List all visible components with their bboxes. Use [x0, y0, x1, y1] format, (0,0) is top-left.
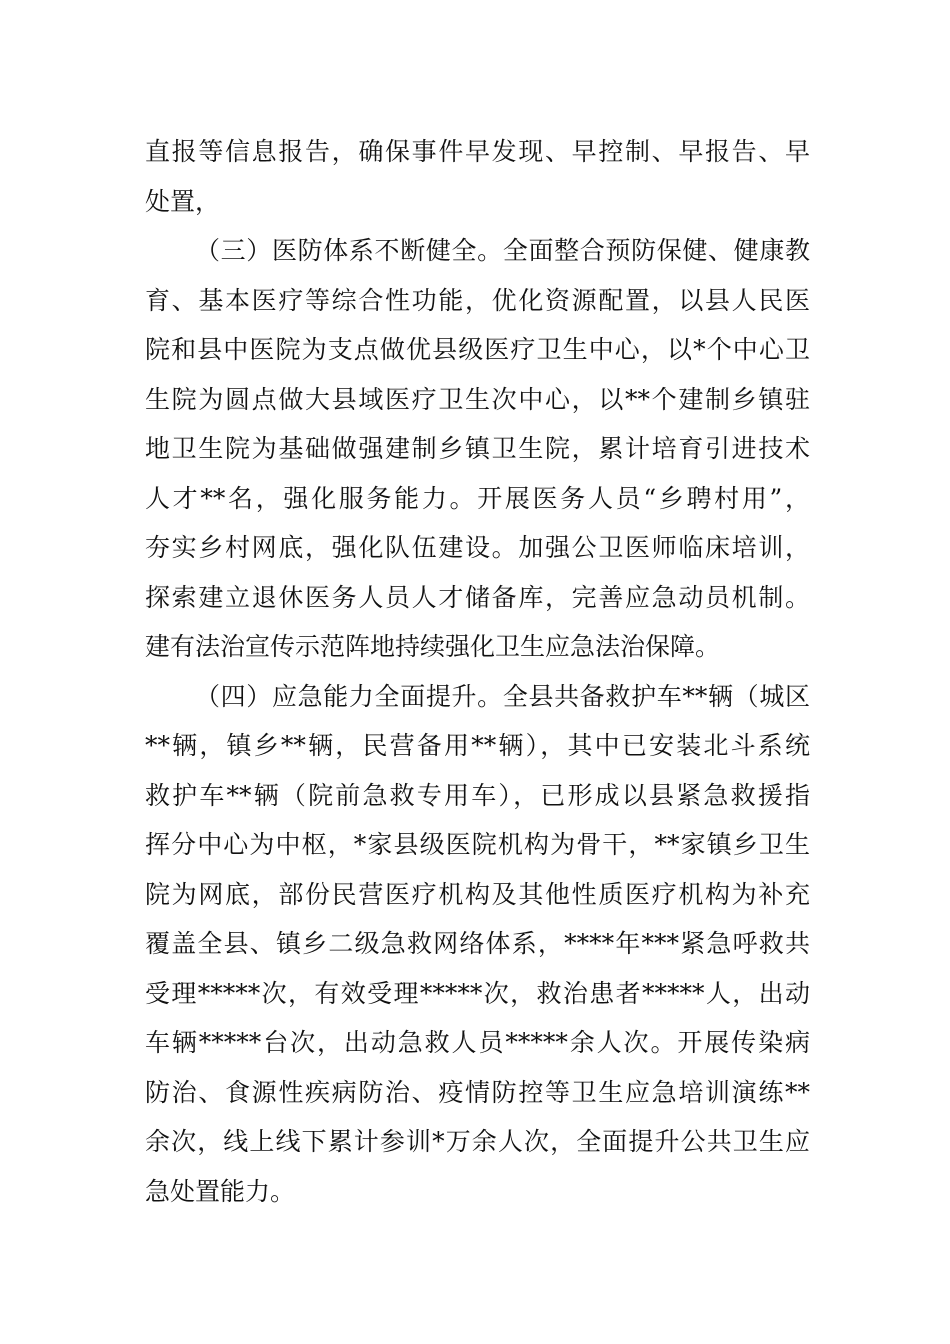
text-line: 人才**名，强化服务能力。开展医务人员“乡聘村用”，	[145, 483, 810, 513]
text-line: 探索建立退休医务人员人才储备库，完善应急动员机制。	[145, 582, 810, 612]
text-line: **辆，镇乡**辆，民营备用**辆），其中已安装北斗系统	[145, 731, 810, 760]
text-line: 院和县中医院为支点做优县级医疗卫生中心，以*个中心卫	[145, 335, 810, 364]
text-line: 防治、食源性疾病防治、疫情防控等卫生应急培训演练**	[145, 1077, 810, 1107]
paragraph-continuation	[145, 127, 810, 226]
text-line: 直报等信息报告，确保事件早发现、早控制、早报告、早	[145, 137, 810, 166]
text-line: 生院为圆点做大县域医疗卫生次中心，以**个建制乡镇驻	[145, 384, 810, 414]
text-line: 处置，	[145, 186, 221, 216]
text-line: 受理*****次，有效受理*****次，救治患者*****人，出动	[145, 978, 810, 1008]
text-line: 地卫生院为基础做强建制乡镇卫生院，累计培育引进技术	[145, 434, 810, 463]
paragraph-medical-prevention-system	[145, 226, 810, 672]
text-line: 救护车**辆（院前急救专用车），已形成以县紧急救援指	[145, 780, 810, 810]
text-line: 院为网底，部份民营医疗机构及其他性质医疗机构为补充	[145, 879, 810, 909]
paragraph-heading-line: （四）应急能力全面提升。全县共备救护车**辆（城区	[195, 681, 810, 711]
text-line: 急处置能力。	[145, 1176, 296, 1206]
document-body	[145, 127, 810, 1216]
text-line: 挥分中心为中枢，*家县级医院机构为骨干，**家镇乡卫生	[145, 830, 810, 859]
text-line: 覆盖全县、镇乡二级急救网络体系，****年***紧急呼救共	[145, 929, 810, 958]
text-line: 车辆*****台次，出动急救人员*****余人次。开展传染病	[145, 1028, 810, 1057]
text-line: 育、基本医疗等综合性功能，优化资源配置，以县人民医	[145, 285, 810, 315]
text-line: 建有法治宣传示范阵地持续强化卫生应急法治保障。	[145, 632, 721, 661]
paragraph-emergency-capability	[145, 672, 810, 1217]
text-line: 夯实乡村网底，强化队伍建设。加强公卫医师临床培训，	[145, 533, 810, 562]
paragraph-heading-line: （三）医防体系不断健全。全面整合预防保健、健康教	[195, 236, 810, 265]
text-line: 余次，线上线下累计参训*万余人次，全面提升公共卫生应	[145, 1127, 810, 1156]
